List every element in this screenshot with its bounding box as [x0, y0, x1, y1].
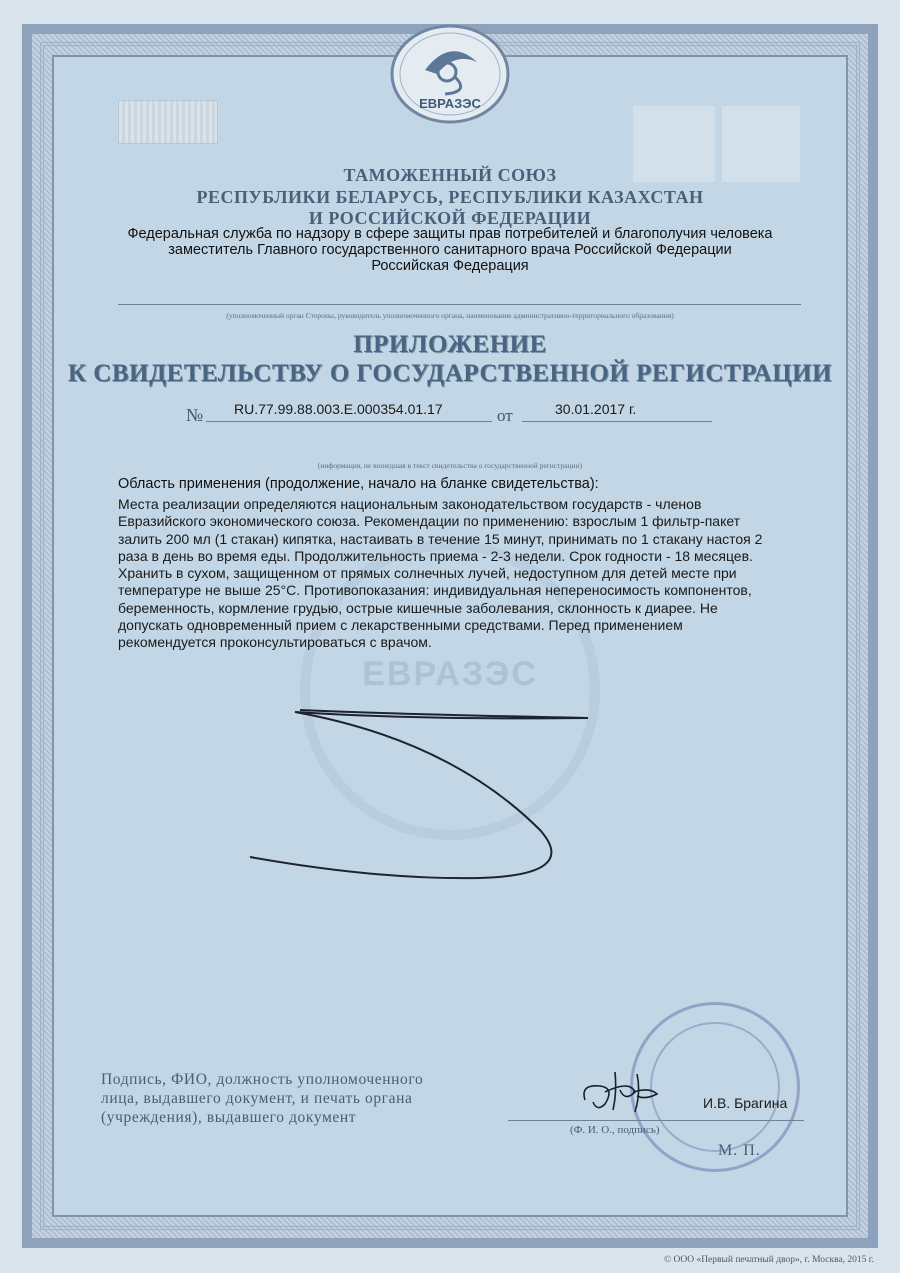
header-line-3: И РОССИЙСКОЙ ФЕДЕРАЦИИ [308, 208, 592, 228]
printer-imprint: © ООО «Первый печатный двор», г. Москва, 2015 г. [663, 1255, 874, 1265]
title-line-2: К СВИДЕТЕЛЬСТВУ О ГОСУДАРСТВЕННОЙ РЕГИСТРАЦИИ [67, 360, 833, 387]
seal-place-label: М. П. [718, 1142, 761, 1159]
body-line: допускать одновременный прием с лекарственными средствами. Перед применением [118, 617, 683, 634]
section-heading: Область применения (продолжение, начало на бланке свидетельства): [118, 476, 599, 492]
number-underline [206, 421, 492, 422]
body-line: Евразийского экономического союза. Рекомендации по применению: взрослым 1 фильтр-пакет [118, 513, 741, 530]
signature-caption-line: (учреждения), выдавшего документ [101, 1109, 357, 1126]
title-line-1: ПРИЛОЖЕНИЕ [353, 331, 547, 358]
authority-line-2: заместитель Главного государственного санитарного врача Российской Федерации [168, 242, 732, 258]
authority-line-1: Федеральная служба по надзору в сфере защиты прав потребителей и благополучия человека [127, 226, 773, 242]
body-line: раза в день во время еды. Продолжительность приема - 2-3 недели. Срок годности - 18 месяцев. [118, 547, 753, 564]
body-line: Хранить в сухом, защищенном от прямых солнечных лучей, недоступном для детей месте при [118, 565, 737, 582]
hologram-strip [118, 100, 218, 144]
signer-caption: (Ф. И. О., подпись) [570, 1124, 660, 1136]
eurasec-emblem-icon [385, 22, 515, 132]
info-caption: (информация, не вошедшая в текст свидетельства о государственной регистрации) [317, 461, 583, 470]
emblem-label: ЕВРАЗЭС [419, 96, 481, 111]
authority-caption: (уполномоченный орган Стороны, руководитель уполномоченного органа, наименование административно-территориального образования) [226, 311, 674, 320]
authority-underline [118, 304, 801, 305]
handwritten-signature [575, 1062, 685, 1117]
body-line: беременность, кормление грудью, острые кишечные заболевания, склонность к диарее. Не [118, 599, 718, 616]
signature-caption-line: Подпись, ФИО, должность уполномоченного [101, 1071, 424, 1088]
z-strike-signature [240, 690, 620, 890]
watermark-text: ЕВРАЗЭС [362, 655, 538, 693]
number-sign: № [186, 405, 204, 425]
signer-underline [508, 1120, 804, 1121]
date-label: от [497, 406, 513, 425]
header-line-1: ТАМОЖЕННЫЙ СОЮЗ [343, 165, 557, 185]
registration-number: RU.77.99.88.003.E.000354.01.17 [234, 401, 443, 417]
signature-caption [101, 1070, 423, 1127]
header-line-2: РЕСПУБЛИКИ БЕЛАРУСЬ, РЕСПУБЛИКИ КАЗАХСТАН [196, 187, 704, 207]
body-line: Места реализации определяются национальным законодательством государств - членов [118, 496, 702, 512]
date-underline [522, 421, 712, 422]
signer-name: И.В. Брагина [703, 1095, 788, 1111]
authority-line-3: Российская Федерация [371, 258, 529, 274]
registration-date: 30.01.2017 г. [555, 401, 637, 417]
body-line: температуре не выше 25°С. Противопоказания: индивидуальная непереносимость компонентов, [118, 582, 752, 599]
body-line: рекомендуется проконсультироваться с врачом. [118, 634, 432, 651]
body-line: залить 200 мл (1 стакан) кипятка, настаивать в течение 15 минут, принимать по 1 стакану настоя 2 [118, 530, 763, 547]
application-text [118, 496, 803, 652]
signature-caption-line: лица, выдавшего документ, и печать органа [101, 1090, 413, 1107]
